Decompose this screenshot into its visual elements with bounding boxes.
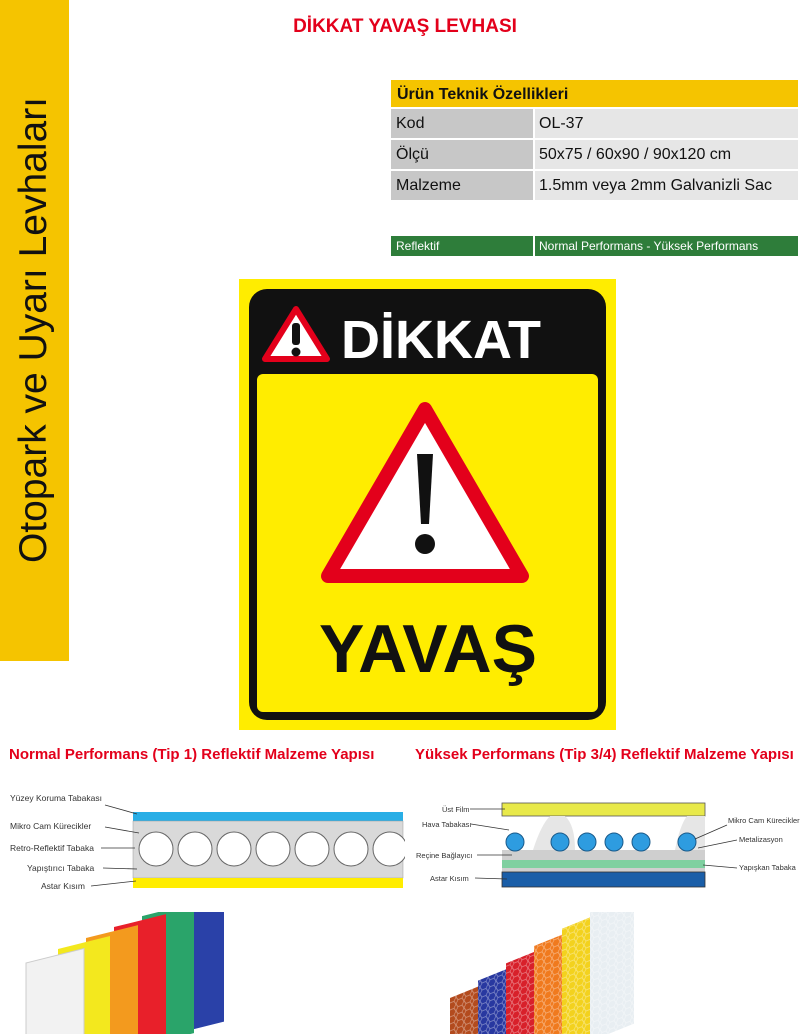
page-title: DİKKAT YAVAŞ LEVHASI bbox=[293, 16, 517, 37]
side-banner-title: Otopark ve Uyarı Levhaları bbox=[12, 96, 55, 564]
layer-label: Astar Kısım bbox=[41, 881, 85, 890]
layer-label: Mikro Cam Kürecikler bbox=[10, 821, 92, 831]
spec-label: Malzeme bbox=[391, 171, 533, 200]
spec-row-code bbox=[391, 109, 798, 138]
layer-label: Üst Film bbox=[442, 805, 470, 814]
normal-structure-diagram bbox=[5, 785, 405, 890]
spec-value: 50x75 / 60x90 / 90x120 cm bbox=[535, 140, 798, 169]
layer-label: Astar Kısım bbox=[430, 874, 469, 883]
spec-label: Kod bbox=[391, 109, 533, 138]
sign-bottom-text: YAVAŞ bbox=[319, 611, 537, 687]
layer-label: Yüzey Koruma Tabakası bbox=[10, 793, 102, 803]
warning-sign bbox=[239, 279, 616, 730]
spec-value: 1.5mm veya 2mm Galvanizli Sac bbox=[535, 171, 798, 200]
normal-section-title: Normal Performans (Tip 1) Reflektif Malzeme Yapısı bbox=[9, 746, 375, 763]
layer-label: Yapışkan Tabaka bbox=[739, 863, 796, 872]
spec-row-material bbox=[391, 171, 798, 200]
layer-label: Hava Tabakası bbox=[422, 820, 472, 829]
spec-value: OL-37 bbox=[535, 109, 798, 138]
normal-reflective-samples bbox=[22, 912, 242, 1034]
high-structure-diagram bbox=[415, 795, 810, 895]
layer-label: Metalizasyon bbox=[739, 835, 783, 844]
layer-label: Mikro Cam Kürecikler bbox=[728, 816, 800, 825]
high-reflective-samples bbox=[440, 912, 660, 1034]
layer-label: Retro-Reflektif Tabaka bbox=[10, 843, 94, 853]
spec-row-size bbox=[391, 140, 798, 169]
spec-value: Normal Performans - Yüksek Performans bbox=[535, 236, 798, 256]
spec-label: Reflektif bbox=[391, 236, 533, 256]
layer-label: Yapıştırıcı Tabaka bbox=[27, 863, 95, 873]
spec-table-header: Ürün Teknik Özellikleri bbox=[391, 80, 798, 107]
spec-row-reflective bbox=[391, 236, 798, 256]
side-banner bbox=[0, 0, 69, 661]
spec-label: Ölçü bbox=[391, 140, 533, 169]
layer-label: Reçine Bağlayıcı bbox=[416, 851, 473, 860]
sign-top-text: DİKKAT bbox=[341, 310, 541, 370]
high-section-title: Yüksek Performans (Tip 3/4) Reflektif Malzeme Yapısı bbox=[415, 746, 794, 763]
